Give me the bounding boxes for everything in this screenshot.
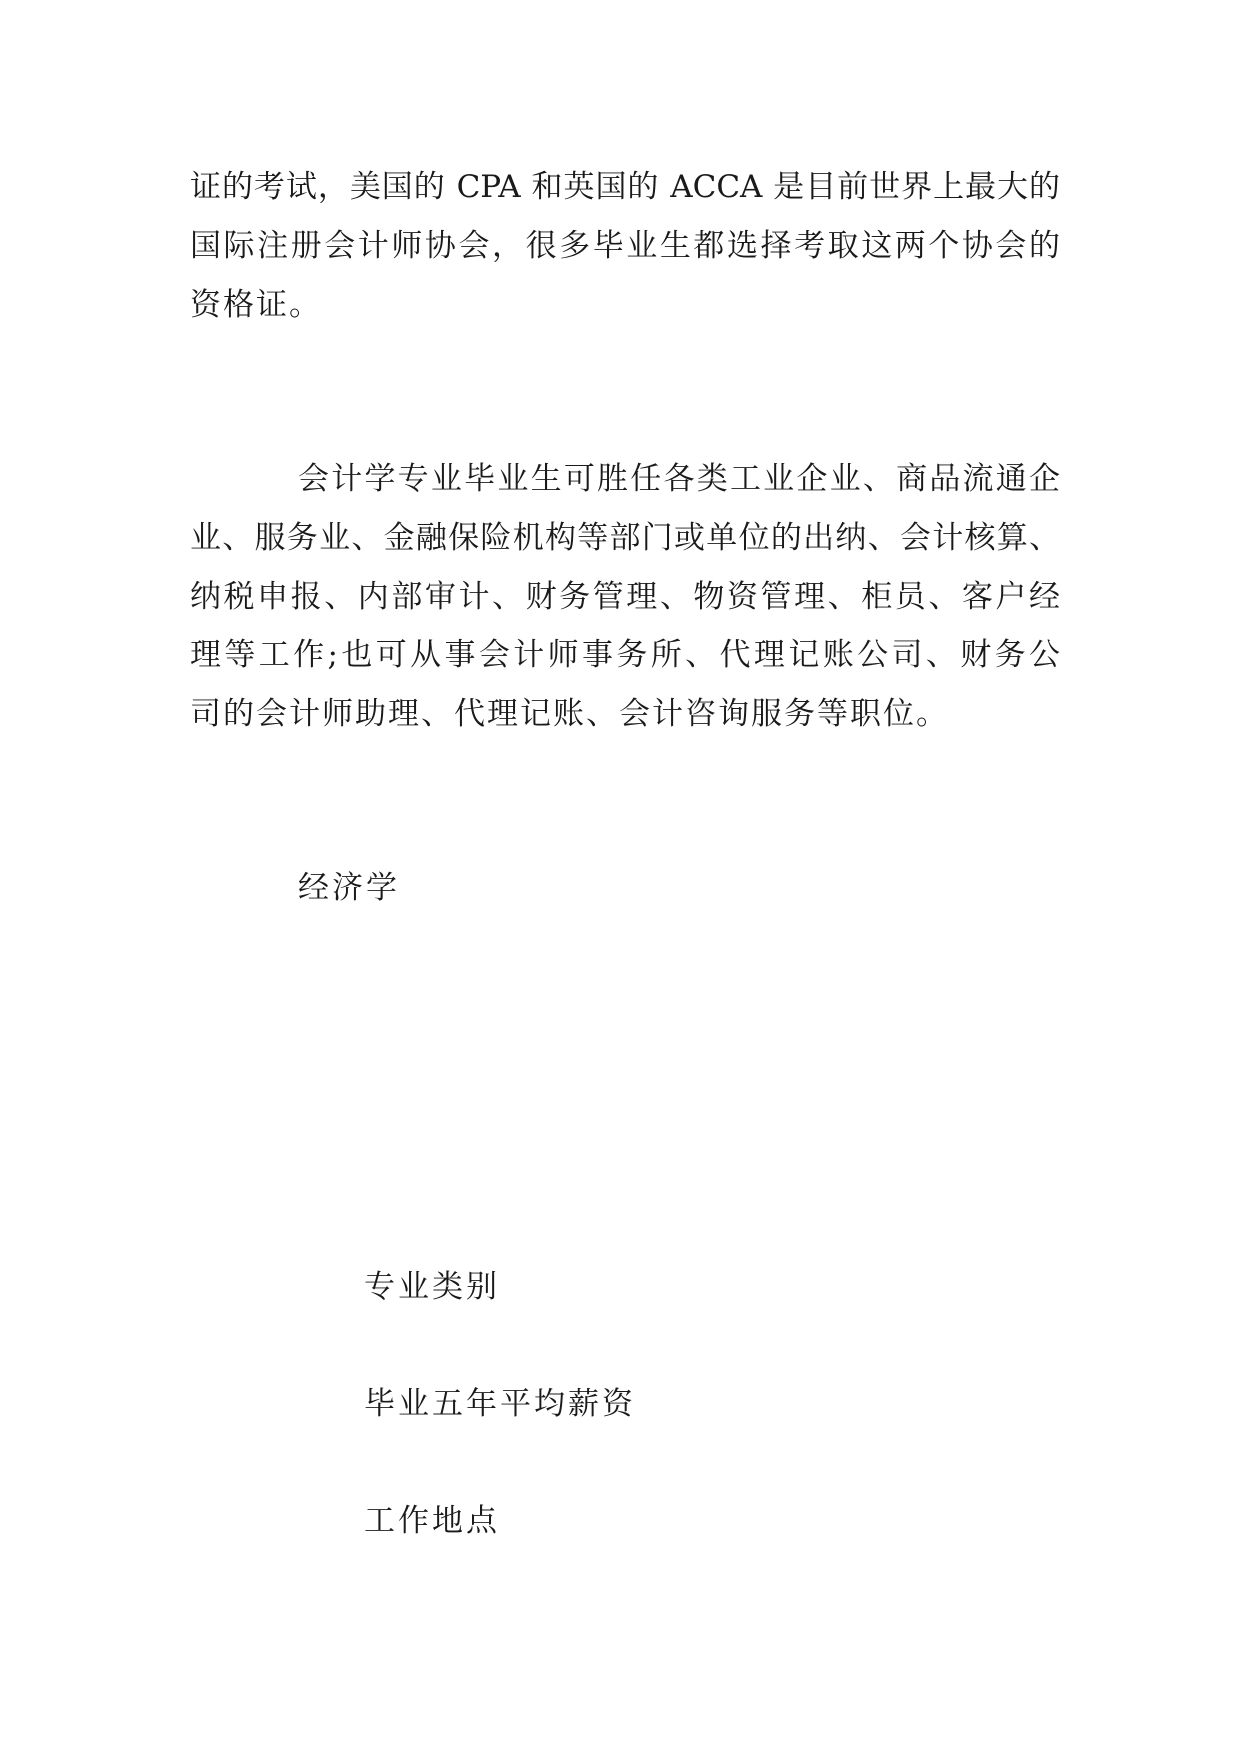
paragraph-line: 证的考试，美国的 CPA 和英国的 ACCA 是目前世界上最大的 (190, 169, 1060, 205)
paragraph-line: 国际注册会计师协会，很多毕业生都选择考取这两个协会的 (190, 228, 1060, 264)
label-work-location: 工作地点 (364, 1503, 500, 1539)
paragraph-line: 理等工作;也可从事会计师事务所、代理记账公司、财务公 (190, 637, 1060, 673)
section-heading-economics: 经济学 (298, 870, 400, 906)
paragraph-line: 纳税申报、内部审计、财务管理、物资管理、柜员、客户经 (190, 579, 1060, 615)
paragraph-line: 业、服务业、金融保险机构等部门或单位的出纳、会计核算、 (190, 520, 1060, 556)
paragraph-line: 会计学专业毕业生可胜任各类工业企业、商品流通企 (298, 461, 1060, 497)
paragraph-line: 司的会计师助理、代理记账、会计咨询服务等职位。 (190, 696, 949, 732)
paragraph-line: 资格证。 (190, 287, 322, 323)
label-major-category: 专业类别 (364, 1269, 500, 1305)
label-average-salary: 毕业五年平均薪资 (364, 1386, 636, 1422)
